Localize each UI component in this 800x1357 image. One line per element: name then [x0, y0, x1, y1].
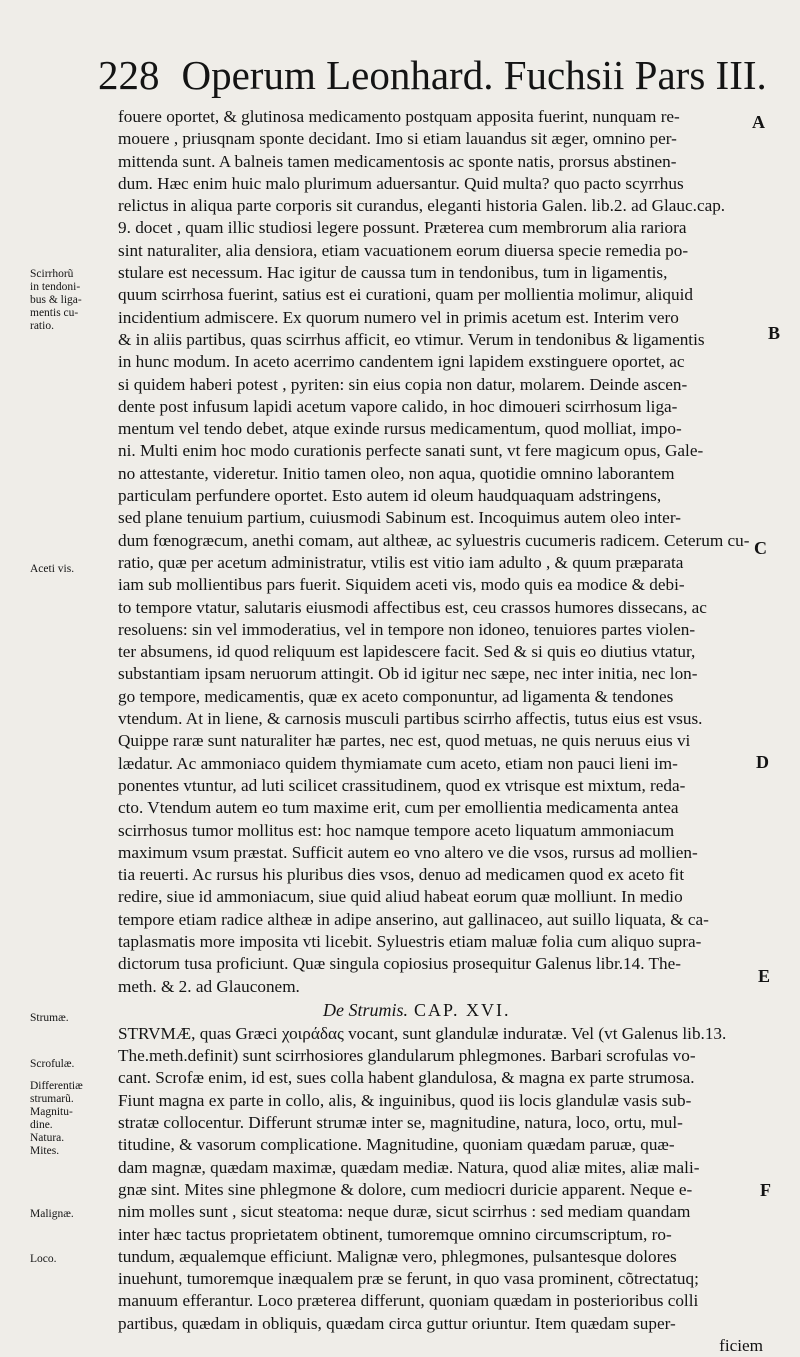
margin-note-malignae: Malignæ.	[30, 1208, 74, 1220]
text-line: sed plane tenuium partium, cuiusmodi Sabinum est. Incoquimus autem oleo inter-	[118, 508, 681, 528]
text-line: ratio, quæ per acetum administratur, vtilis est vitio iam adulto , & quum præparata	[118, 552, 684, 572]
text-line: tempore etiam radice altheæ in adipe anserino, aut gallinaceo, aut suillo liquata, & ca-	[118, 909, 709, 929]
text-line: manuum efferantur. Loco præterea differunt, quoniam quædam in posterioribus colli	[118, 1291, 699, 1311]
text-line: vtendum. At in liene, & carnosis musculi partibus scirrho affectis, tutus eius est vsus.	[118, 709, 703, 729]
text-line: ponentes vtuntur, ad luti scilicet crassitudinem, quod ex vtrisque est mixtum, reda-	[118, 775, 686, 795]
chapter-number: CAP. XVI.	[414, 999, 511, 1020]
chapter-heading	[118, 998, 763, 1023]
text-line: scirrhosus tumor mollitus est: hoc namque tempore aceto liquatum ammoniacum	[118, 820, 675, 840]
text-line: ficiem	[719, 1336, 763, 1356]
margin-note-strumae: Strumæ.	[30, 1012, 69, 1024]
text-line: quum scirrhosa fuerint, satius est ei curationi, quam per mollientia molimur, aliquid	[118, 285, 693, 305]
section-letter-f: F	[760, 1180, 771, 1200]
margin-note-differentiae: Differentiæ strumarũ. Magnitu- dine. Natura. Mites.	[30, 1080, 83, 1157]
text-line: partibus, quædam in obliquis, quædam circa guttur oriuntur. Item quædam super-	[118, 1313, 676, 1333]
running-header	[98, 52, 767, 98]
text-line: dam magnæ, quædam maximæ, quædam mediæ. Natura, quod aliæ mites, aliæ mali-	[118, 1157, 700, 1177]
text-line: sint naturaliter, alia densiora, etiam vacuationem eorum diuersa specie remedia po-	[118, 240, 689, 260]
text-line: lædatur. Ac ammoniaco quidem thymiamate cum aceto, etiam non pauci lieni im-	[118, 753, 678, 773]
text-line: substantiam ipsam neruorum attingit. Ob id igitur nec sæpe, nec inter initia, nec lon-	[118, 664, 698, 684]
text-line: ni. Multi enim hoc modo curationis perfecte sanati sunt, vt fere magicum opus, Gale-	[118, 441, 704, 461]
section-letter-b: B	[768, 323, 781, 343]
section-letter-e: E	[758, 966, 771, 986]
margin-note-aceti: Aceti vis.	[30, 563, 75, 575]
text-line: incidentium admiscere. Ex quorum numero vel in primis acetum est. Interim vero	[118, 307, 679, 327]
text-line: nim molles sunt , sicut steatoma: neque duræ, sicut scirrhus : sed mediam quandam	[118, 1202, 691, 1222]
text-line: tia reuerti. Ac rursus his pluribus dies vsos, denuo ad medicamen quod ex aceto fit	[118, 865, 685, 885]
text-line: titudine, & vasorum complicatione. Magnitudine, quoniam quædam paruæ, quæ-	[118, 1135, 675, 1155]
text-line: stratæ collocentur. Differunt strumæ inter se, magnitudine, natura, loco, ortu, mul-	[118, 1113, 683, 1133]
text-line: mittenda sunt. A balneis tamen medicamentosis ac sponte natis, prorsus abstinen-	[118, 151, 677, 171]
text-line: go tempore, medicamentis, quæ ex aceto componuntur, ad ligamenta & tendones	[118, 686, 674, 706]
text-line: resoluens: sin vel immoderatius, vel in tempore non idoneo, tenuiores partes violen-	[118, 619, 696, 639]
text-line: Fiunt magna ex parte in collo, alis, & inguinibus, quod iis locis glandulæ vasis sub-	[118, 1090, 692, 1110]
text-line: dum. Hæc enim huic malo plurimum aduersantur. Quid multa? quo pacto scyrrhus	[118, 173, 684, 193]
text-line: fouere oportet, & glutinosa medicamento postquam apposita fuerint, nunquam re-	[118, 107, 680, 126]
text-line: The.meth.definit) sunt scirrhosiores glandularum phlegmones. Barbari scrofulas vo-	[118, 1046, 696, 1066]
text-line: & in aliis partibus, quas scirrhus afficit, eo vtimur. Verum in tendonibus & ligamentis	[118, 329, 705, 349]
text-line: taplasmatis more imposita vti licebit. Syluestris etiam maluæ folia cum aliquo supra-	[118, 931, 702, 951]
text-line: to tempore vtatur, salutaris eiusmodi affectibus est, ceu crassos humores dissecans, ac	[118, 597, 707, 617]
section-letter-a: A	[752, 112, 765, 132]
section-letter-c: C	[754, 538, 767, 558]
chapter-title: De Strumis.	[323, 999, 408, 1020]
text-line: gnæ sint. Mites sine phlegmone & dolore, cum mediocri duricie apparent. Neque e-	[118, 1179, 693, 1199]
text-line: cant. Scrofæ enim, id est, sues colla habent glandulosa, & magna ex parte strumosa.	[118, 1068, 695, 1088]
text-line: tundum, æqualemque efficiunt. Malignæ vero, phlegmones, pulsantesque dolores	[118, 1246, 677, 1266]
text-line: STRVMÆ, quas Græci χοιράδας vocant, sunt glandulæ induratæ. Vel (vt Galenus lib.13.	[118, 1023, 727, 1043]
text-line: no attestante, videretur. Initio tamen oleo, non aqua, quotidie omnino laborantem	[118, 463, 675, 483]
text-line: maximum vsum præstat. Sufficit autem eo vno altero ve die vsos, rursus ad mollien-	[118, 842, 698, 862]
page-number: 228	[98, 52, 160, 98]
text-line: inter hæc tactus proprietatem obtinent, tumoremque omnino circumscriptum, ro-	[118, 1224, 672, 1244]
text-line: mouere , priusqnam sponte decidant. Imo si etiam lauandus sit æger, omnino per-	[118, 129, 677, 149]
text-line: in hunc modum. In aceto acerrimo candentem igni lapidem exstinguere oportet, ac	[118, 352, 685, 372]
section-letter-d: D	[756, 752, 769, 772]
text-line: stulare est necessum. Hac igitur de caussa tum in tendonibus, tum in ligamentis,	[118, 263, 668, 283]
running-title: Operum Leonhard. Fuchsii Pars III.	[181, 52, 767, 98]
margin-note-scrofulae: Scrofulæ.	[30, 1058, 75, 1070]
text-line: ter absumens, id quod reliquum est lapidescere facit. Sed & si quis eo diutius vtatur,	[118, 642, 696, 662]
text-line: 9. docet , quam illic studiosi legere possunt. Præterea cum membrorum alia rariora	[118, 218, 687, 238]
margin-note-loco: Loco.	[30, 1253, 57, 1265]
text-line: particulam perfundere oportet. Esto autem id oleum haudquaquam adstringens,	[118, 486, 662, 506]
text-line: iam sub mollientibus pars fuerit. Siquidem aceti vis, modo quis ea modice & debi-	[118, 575, 685, 595]
text-line: cto. Vtendum autem eo tum maxime erit, cum per emollientia medicamenta antea	[118, 798, 679, 818]
text-line: dum fœnogræcum, anethi comam, aut altheæ, ac syluestris cucumeris radicem. Ceterum cu-	[118, 530, 750, 550]
text-line: dictorum tusa proficiunt. Quæ singula copiosius prosequitur Galenus libr.14. The-	[118, 954, 681, 974]
text-line: redire, siue id ammoniacum, siue quid aliud habeat eorum quæ molliunt. In medio	[118, 887, 683, 907]
text-line: Quippe raræ sunt naturaliter hæ partes, nec est, quod metuas, ne quis neruus eius vi	[118, 731, 691, 751]
text-line: inuehunt, tumoremque inæqualem præ se ferunt, in quo vasa prominent, cõtrectatuq;	[118, 1269, 699, 1289]
text-line: si quidem haberi potest , pyriten: sin eius copia non datur, molarem. Deinde ascen-	[118, 374, 688, 394]
text-line: meth. & 2. ad Glauconem.	[118, 976, 300, 996]
main-text	[118, 106, 763, 1357]
text-line: dente post infusum lapidi acetum vapore calido, in hoc dimoueri scirrhosum liga-	[118, 396, 678, 416]
text-line: relictus in aliqua parte corporis sit curandus, eleganti historia Galen. lib.2. ad Glauc.cap.	[118, 196, 726, 216]
margin-note-scirrhorum: Scirrhorũ in tendoni- bus & liga- mentis cu- ratio.	[30, 268, 82, 332]
text-line: mentum vel tendo debet, atque exinde rursus medicamentum, quod molliat, impo-	[118, 419, 682, 439]
